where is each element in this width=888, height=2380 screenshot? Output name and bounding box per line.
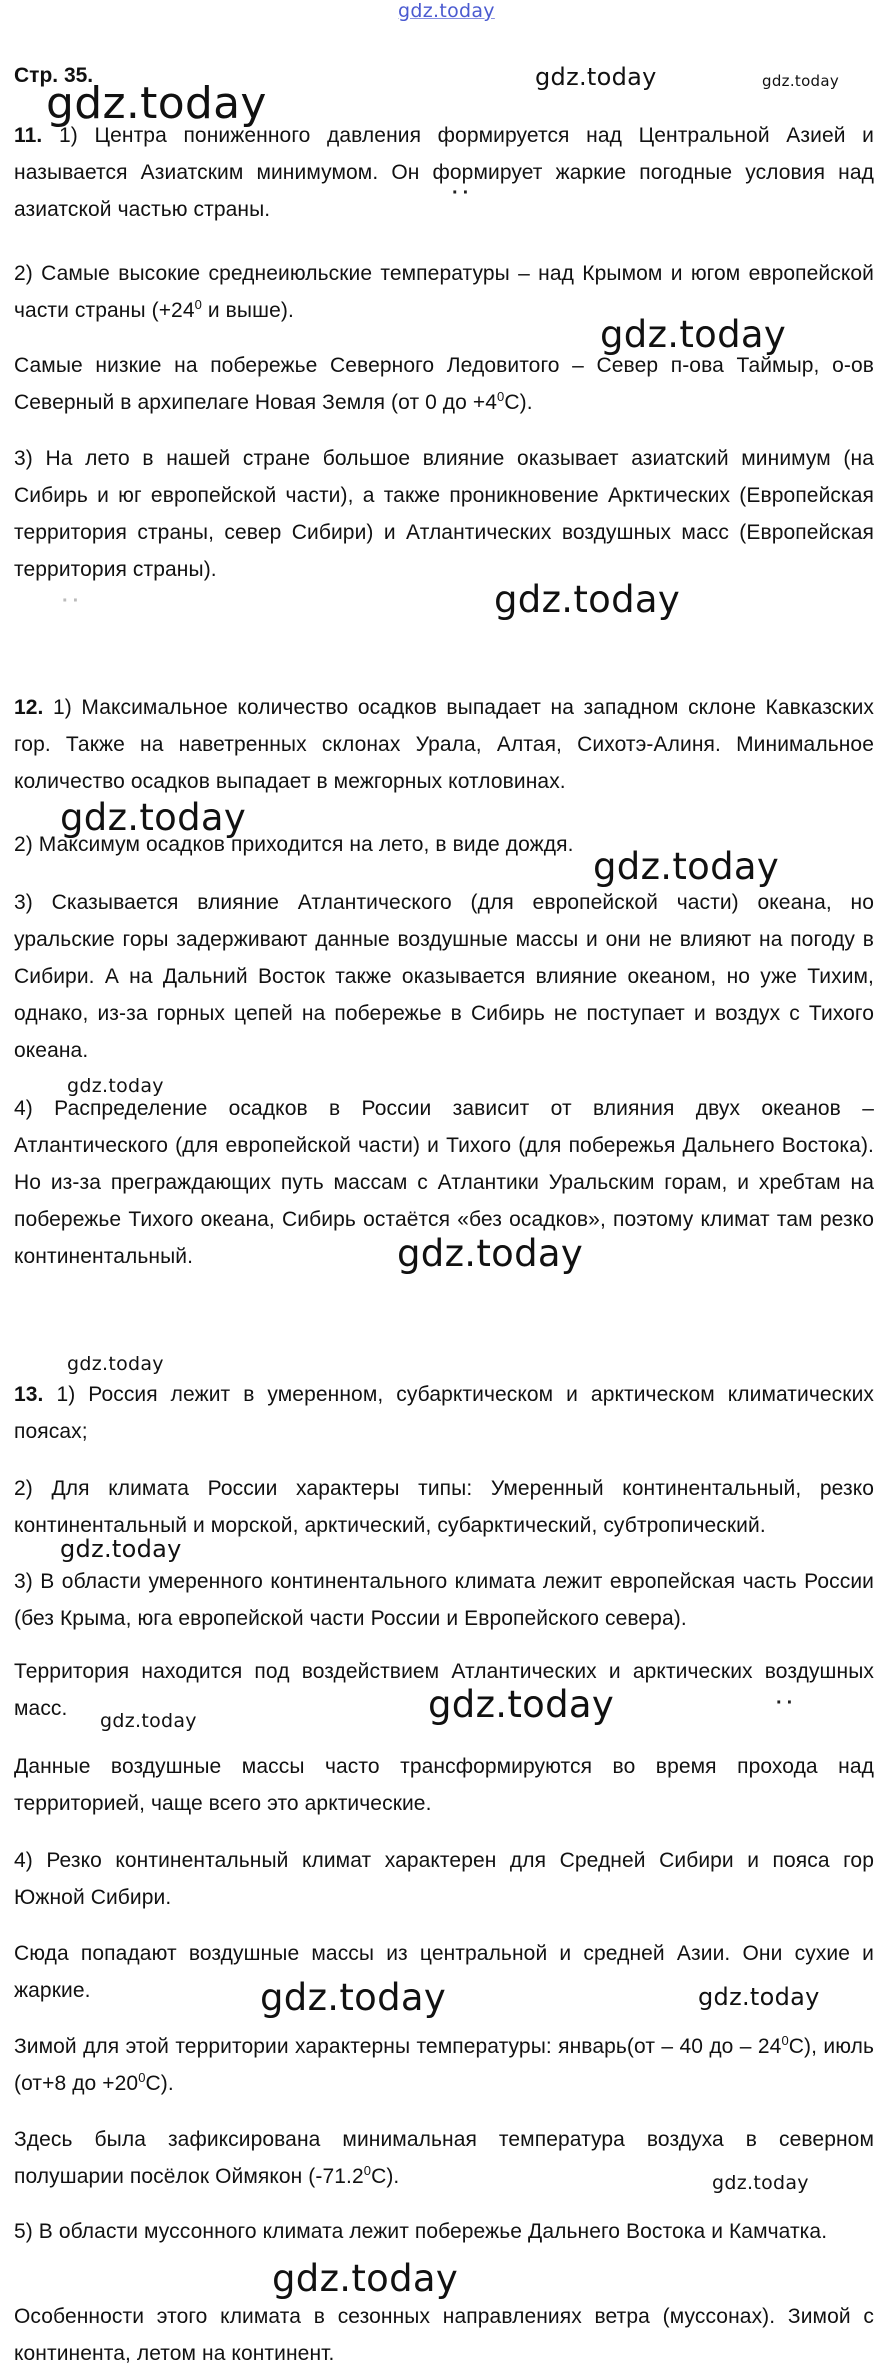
stray-dots-mark: ·· [776,1692,798,1714]
section-13-paragraph-1: 13. 1) Россия лежит в умеренном, субарктическом и арктическом климатических поясах; [14,1383,874,1443]
section-13-paragraph-8: Зимой для этой территории характерны температуры: январь(от – 40 до – $24^0С$), июль (от+8 до $+20^0С$). [14,2033,874,2095]
section-12-paragraph-3: 3) Сказывается влияние Атлантического (для европейской части) океана, но уральские горы задерживают данные воздушные массы и они не влияют на погоду в Сибири. А на Дальний Восток также оказывается влияние океаном, но уже Тихим, однако, из-за горных цепей на побережье в Сибирь не поступает и воздух с Тихого океана. [14,891,874,1062]
section-13-paragraph-6: 4) Резко континентальный климат характерен для Средней Сибири и пояса гор Южной Сибири. [14,1849,874,1909]
page-label: Стр. 35. [14,64,94,87]
watermark: gdz.today [67,1353,164,1375]
section-12-paragraph-1: 12. 1) Максимальное количество осадков выпадает на западном склоне Кавказских гор. Также на наветренных склонах Урала, Алтая, Сихотэ-Алиня. Минимальное количество осадков выпадает в межгорных котловинах. [14,696,875,793]
section-13-paragraph-11: Особенности этого климата в сезонных направлениях ветра (муссонах). Зимой с континента, летом на континент. [14,2305,874,2365]
section-13-paragraph-9: Здесь была зафиксирована минимальная температура воздуха в северном полушарии посёлок Оймякон (-71.2$^0$С). [14,2128,874,2188]
watermark: gdz.today [260,1976,447,2019]
section-number-12: 12. [14,696,44,719]
watermark: gdz.today [600,313,787,356]
section-13-paragraph-4: Территория находится под воздействием Атлантических и арктических воздушных масс. [14,1660,874,1720]
watermark: gdz.today [494,578,681,621]
section-number-13: 13. [14,1383,44,1406]
watermark: gdz.today [46,78,267,129]
section-number-11: 11. [14,124,43,147]
watermark: gdz.today [272,2257,459,2300]
section-11-paragraph-4: 3) На лето в нашей стране большое влияние оказывает азиатский минимум (на Сибирь и юг европейской части), а также проникновение Арктических (Европейская территория страны, север Сибири) и Атлантических воздушных масс (Европейская территория страны). [14,447,874,581]
watermark: gdz.today [762,72,840,90]
section-12-paragraph-4: 4) Распределение осадков в России зависит от влияния двух океанов – Атлантического (для европейской части) и Тихого (для побережья Дальнего Востока). Но из-за преграждающих путь массам с Атлантики Уральским горам, и хребтам на побережье Тихого океана, Сибирь остаётся «без осадков», поэтому климат там резко континентальный. [14,1097,874,1268]
section-13-paragraph-3: 3) В области умеренного континентального климата лежит европейская часть России (без Крыма, юга европейской части России и Европейского севера). [14,1570,874,1630]
stray-dots-mark: ·· [452,182,474,204]
section-11-paragraph-2: 2) Самые высокие среднеиюльские температуры – над Крымом и югом европейской части страны ($+24^0$ и выше). [14,262,874,322]
section-12-paragraph-2: 2) Максимум осадков приходится на лето, в виде дождя. [14,833,574,856]
watermark: gdz.today [60,796,247,839]
watermark: gdz.today [535,63,657,91]
stray-dots-mark: ·· [62,590,84,612]
watermark: gdz.today [60,1535,182,1563]
section-11-paragraph-1: 11. 1) Центра пониженного давления формируется над Центральной Азией и называется Азиатским минимумом. Он формирует жаркие погодные условия над азиатской частью страны. [14,124,875,221]
watermark: gdz.today [698,1983,820,2011]
watermark: gdz.today [397,1232,584,1275]
watermark: gdz.today [100,1710,197,1732]
watermark: gdz.today [67,1075,164,1097]
top-site-link[interactable]: gdz.today [398,0,495,22]
section-13-paragraph-2: 2) Для климата России характеры типы: Умеренный континентальный, резко континентальный и морской, арктический, субарктический, субтропический. [14,1477,874,1537]
watermark: gdz.today [428,1683,615,1726]
watermark: gdz.today [593,845,780,888]
section-13-paragraph-5: Данные воздушные массы часто трансформируются во время прохода над территорией, чаще всего это арктические. [14,1755,874,1815]
section-13-paragraph-7: Сюда попадают воздушные массы из центральной и средней Азии. Они сухие и жаркие. [14,1942,874,2002]
section-11-paragraph-3: Самые низкие на побережье Северного Ледовитого – Север п-ова Таймыр, о-ов Северный в архипелаге Новая Земля (от 0 до $+4^0С$). [14,354,874,414]
watermark: gdz.today [712,2172,809,2194]
section-13-paragraph-10: 5) В области муссонного климата лежит побережье Дальнего Востока и Камчатка. [14,2220,828,2243]
